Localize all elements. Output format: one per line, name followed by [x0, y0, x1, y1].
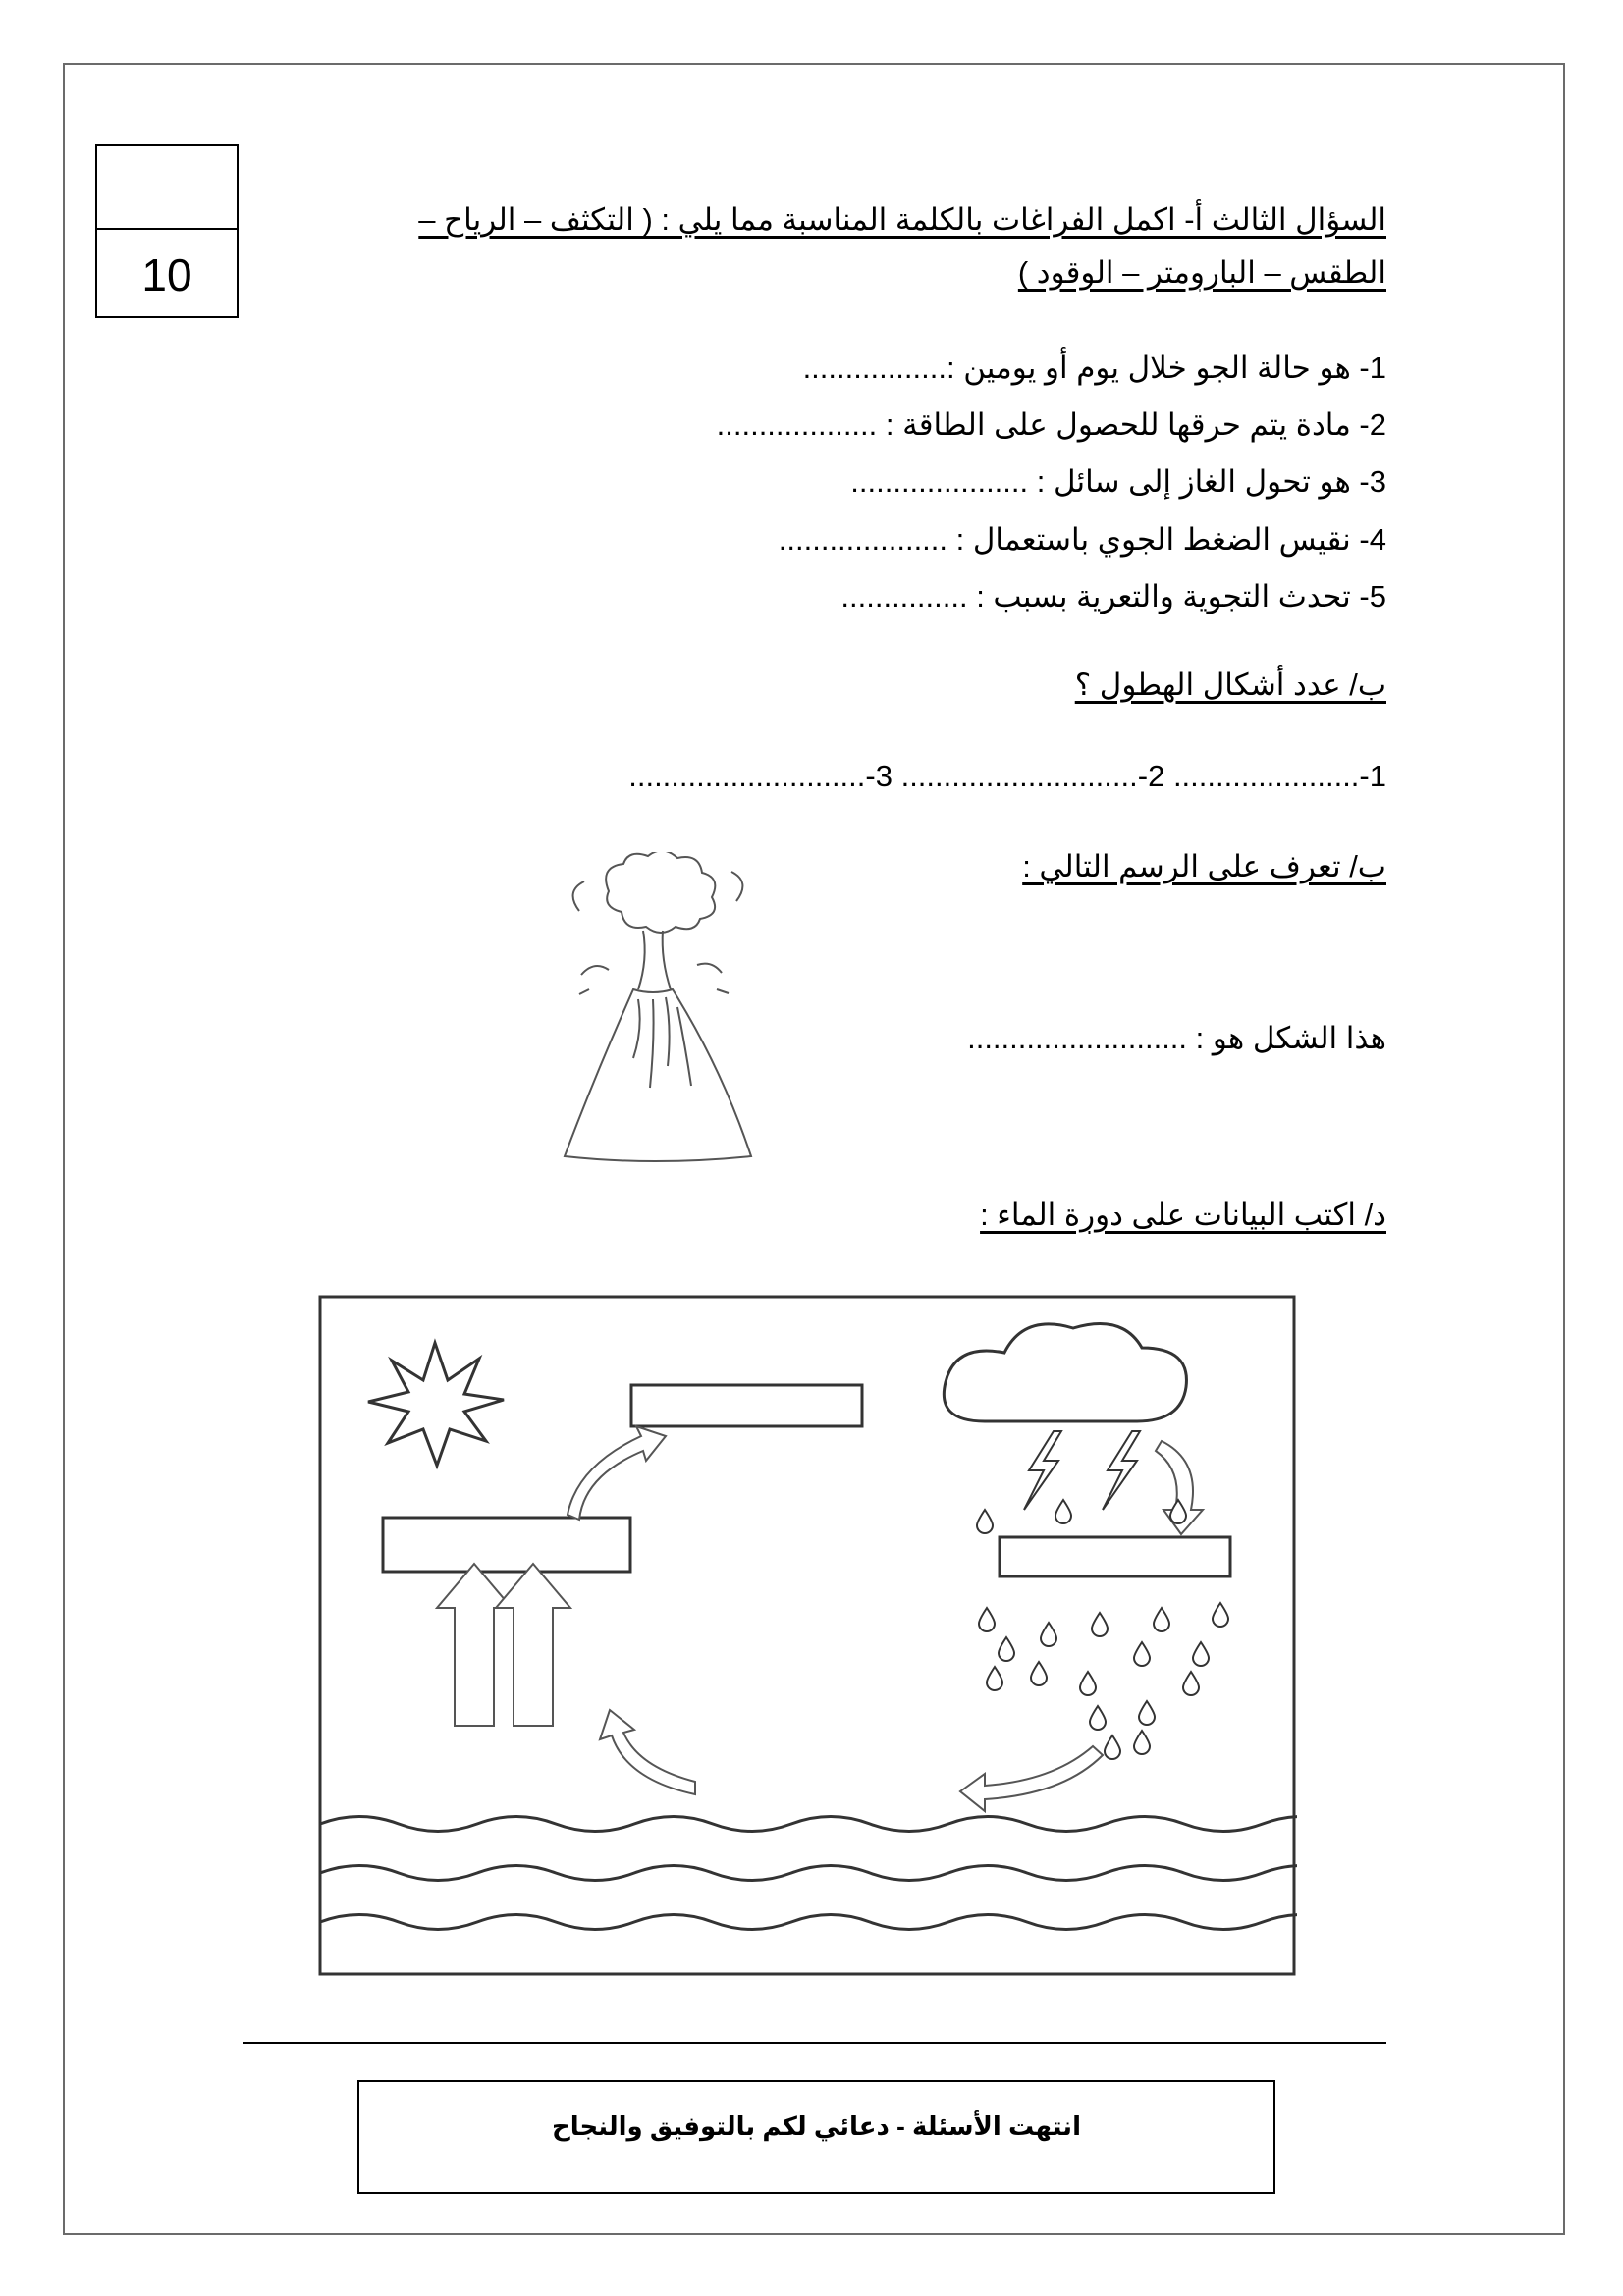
footer-text: انتهت الأسئلة - دعائي لكم بالتوفيق والنجاح [552, 2111, 1081, 2141]
fill-item-3: 3- هو تحول الغاز إلى سائل : ..................... [850, 464, 1386, 499]
score-box [95, 144, 239, 318]
section-b-answers: 1-...................... 2-............................ 3-............................ [628, 759, 1386, 793]
water-cycle-diagram [317, 1294, 1297, 1977]
label-box-left[interactable] [383, 1518, 630, 1572]
section-b-title: ب/ عدد أشكال الهطول ؟ [1074, 667, 1386, 702]
score-value: 10 [141, 249, 192, 300]
volcano-illustration [550, 852, 768, 1166]
fill-item-4: 4- نقيس الضغط الجوي باستعمال : .................... [778, 522, 1386, 557]
footer-box [357, 2080, 1275, 2194]
label-box-top[interactable] [631, 1385, 862, 1426]
question3-heading-line1: السؤال الثالث أ- اكمل الفراغات بالكلمة المناسبة مما يلي : ( التكثف – الرياح – [418, 202, 1386, 237]
fill-item-1: 1- هو حالة الجو خلال يوم أو يومين :................. [802, 350, 1386, 385]
section-d-title: د/ اكتب البيانات على دورة الماء : [980, 1198, 1386, 1232]
section-c-title: ب/ تعرف على الرسم التالي : [1022, 849, 1386, 883]
section-c-answer: هذا الشكل هو : .......................... [967, 1021, 1386, 1055]
label-box-right[interactable] [1000, 1537, 1230, 1576]
fill-item-5: 5- تحدث التجوية والتعرية بسبب : ............... [840, 579, 1386, 614]
question3-heading-line2: الطقس – البارومتر – الوقود ) [1017, 255, 1386, 290]
footer-divider [243, 2042, 1386, 2044]
score-divider [97, 228, 237, 230]
fill-item-2: 2- مادة يتم حرقها للحصول على الطاقة : ................... [716, 407, 1386, 442]
